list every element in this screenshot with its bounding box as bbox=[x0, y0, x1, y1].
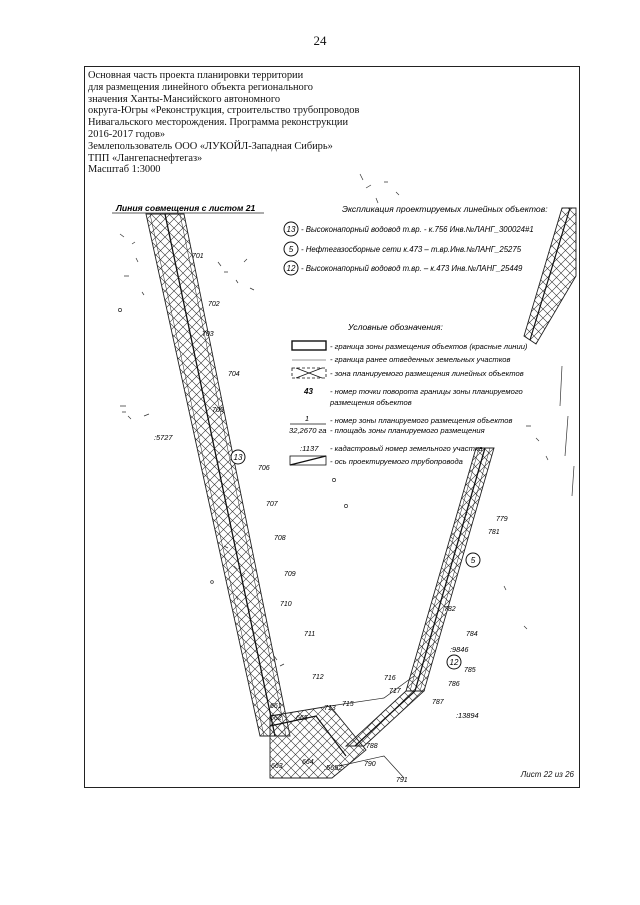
point-label: 703 bbox=[202, 331, 214, 338]
point-label: 791 bbox=[396, 777, 408, 784]
point-label: 712 bbox=[312, 674, 324, 681]
point-label: 665 bbox=[296, 715, 308, 722]
point-label: 704 bbox=[228, 371, 240, 378]
pipeline-axis-13 bbox=[165, 214, 275, 736]
legend-red-lines: - граница зоны размещения объектов (красные линии) bbox=[330, 342, 528, 351]
point-label: 662 bbox=[270, 715, 282, 722]
point-label: 716 bbox=[384, 675, 396, 682]
legend-zone-area-sample: 32,2670 га bbox=[289, 426, 327, 435]
point-label: 784 bbox=[466, 631, 478, 638]
legend bbox=[289, 322, 528, 466]
legend-point-line1: - номер точки поворота границы зоны планируемого bbox=[330, 387, 523, 396]
explication-item: - Высоконапорный водовод т.вр. – к.473 Инв.№ЛАНГ_25449 bbox=[301, 264, 523, 273]
point-label: 779 bbox=[496, 516, 508, 523]
pipe-marker-label: 5 bbox=[470, 556, 476, 565]
point-label: 706 bbox=[258, 465, 270, 472]
pipe-marker-label: 12 bbox=[449, 658, 459, 667]
point-label: 705 bbox=[212, 407, 224, 414]
title-line: значения Ханты-Мансийского автономного bbox=[88, 93, 281, 105]
title-line: для размещения линейного объекта регионального bbox=[88, 81, 313, 93]
pipe-marker-label: 13 bbox=[233, 453, 243, 462]
map-canvas bbox=[84, 66, 580, 788]
legend-prior-plots: - граница ранее отведенных земельных участков bbox=[330, 355, 511, 364]
cadastral-label: :5652 bbox=[324, 763, 343, 772]
legend-red-lines-swatch bbox=[292, 341, 326, 350]
point-label: 790 bbox=[364, 761, 376, 768]
title-line: Основная часть проекта планировки территории bbox=[88, 70, 304, 81]
point-label: 663 bbox=[271, 763, 283, 770]
legend-cadastral-sample: :1137 bbox=[300, 444, 319, 453]
title-line: Нивагальского месторождения. Программа реконструкции bbox=[88, 117, 349, 129]
pipeline-axis-5-12 bbox=[415, 448, 485, 691]
pipe-number: 5 bbox=[288, 245, 294, 254]
point-label: 702 bbox=[208, 301, 220, 308]
point-label: 661 bbox=[270, 703, 282, 710]
point-label: 701 bbox=[192, 253, 204, 260]
cadastral-label: :9846 bbox=[450, 645, 469, 654]
legend-title: Условные обозначения: bbox=[348, 322, 443, 332]
pipeline-corridor-left bbox=[146, 214, 290, 736]
legend-point-line2: размещения объектов bbox=[330, 398, 412, 407]
point-label: 707 bbox=[266, 501, 278, 508]
explication-item: - Нефтегазосборные сети к.473 – т.вр.Инв.№ЛАНГ_25275 bbox=[301, 245, 522, 254]
scale: Масштаб 1:3000 bbox=[88, 164, 161, 176]
legend-zone: - зона планируемого размещения линейных объектов bbox=[330, 369, 524, 378]
point-label: 711 bbox=[304, 631, 316, 638]
point-label: 715 bbox=[342, 701, 354, 708]
point-label: 713 bbox=[324, 705, 336, 712]
zone-bottom-cluster bbox=[270, 706, 366, 778]
point-label: 708 bbox=[274, 535, 286, 542]
legend-point-sample: 43 bbox=[304, 387, 313, 396]
sheet-number: Лист 22 из 26 bbox=[520, 770, 574, 779]
point-label: 785 bbox=[464, 667, 476, 674]
explication-title: Экспликация проектируемых линейных объектов: bbox=[342, 204, 548, 214]
land-user: Землепользователь ООО «ЛУКОЙЛ-Западная Сибирь» bbox=[88, 140, 333, 152]
point-label: 709 bbox=[284, 571, 296, 578]
pipe-number: 13 bbox=[286, 225, 296, 234]
legend-cadastral: - кадастровый номер земельного участка bbox=[330, 444, 483, 453]
point-label: 786 bbox=[448, 681, 460, 688]
legend-zone-num: - номер зоны планируемого размещения объектов bbox=[330, 416, 513, 425]
point-label: 710 bbox=[280, 601, 292, 608]
point-label: 782 bbox=[444, 606, 456, 613]
pipe-number: 12 bbox=[286, 264, 296, 273]
title-line: 2016-2017 годов» bbox=[88, 128, 166, 140]
title-line: округа-Югры «Реконструкция, строительство трубопроводов bbox=[88, 105, 360, 117]
cadastral-label: :5727 bbox=[154, 433, 173, 442]
point-label: 781 bbox=[488, 529, 500, 536]
legend-axis-swatch bbox=[290, 456, 326, 465]
point-label: 787 bbox=[432, 699, 444, 706]
point-label: 788 bbox=[366, 743, 378, 750]
legend-zone-num-sample: 1 bbox=[304, 414, 310, 423]
legend-axis: - ось проектируемого трубопровода bbox=[330, 457, 463, 466]
match-line-label: Линия совмещения с листом 21 bbox=[116, 203, 256, 213]
page-number: 24 bbox=[313, 33, 327, 48]
explication-item: - Высоконапорный водовод т.вр. - к.756 Инв.№ЛАНГ_300024#1 bbox=[301, 225, 534, 234]
legend-zone-area: - площадь зоны планируемого размещения bbox=[330, 426, 485, 435]
point-label: 717 bbox=[389, 688, 401, 695]
subdivision: ТПП «Лангепаснефтегаз» bbox=[88, 152, 203, 164]
cadastral-label: :13894 bbox=[456, 711, 479, 720]
point-label: 664 bbox=[302, 759, 314, 766]
explication bbox=[284, 204, 548, 275]
